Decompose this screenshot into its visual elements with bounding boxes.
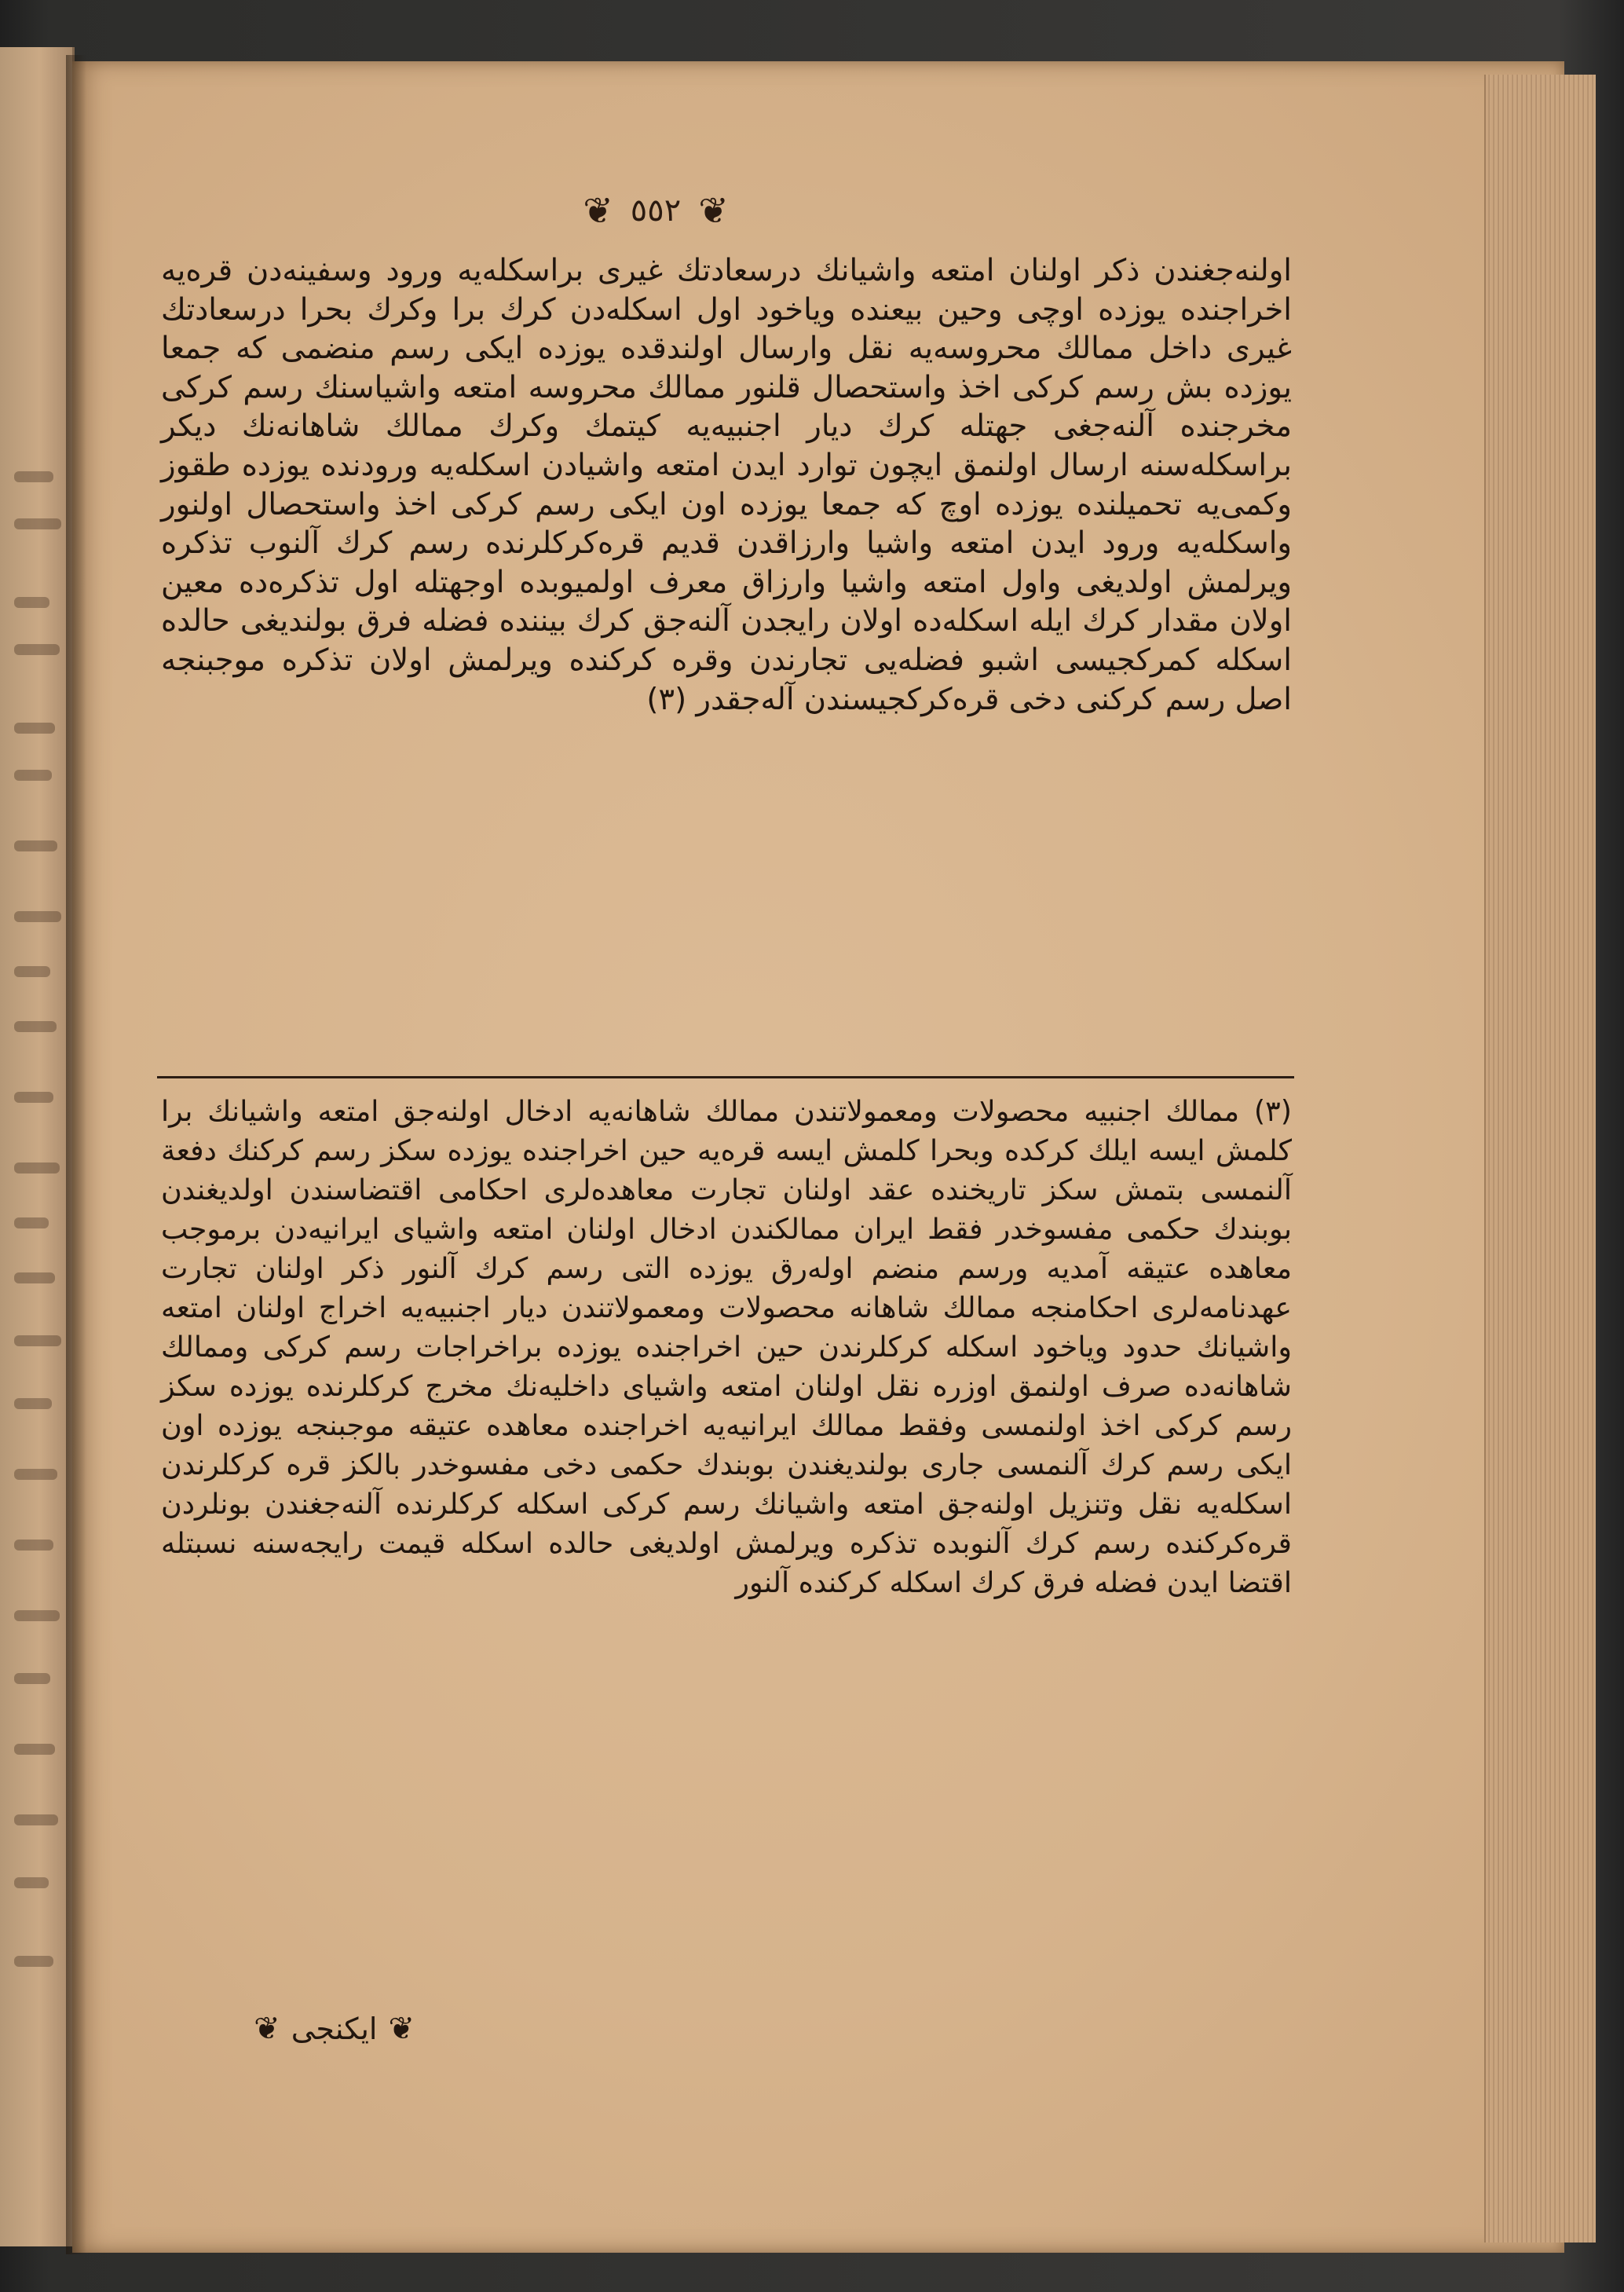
catchword-ornament-end-icon: ❦: [254, 2011, 280, 2047]
page-header: [554, 179, 758, 242]
page-stack-edges: [1484, 75, 1596, 2243]
right-ornament-icon: ❦: [698, 189, 729, 232]
footnote-paragraph: (٣) ممالك اجنبیه محصولات ومعمولاتندن ممالك شاهانه‌یه ادخال اولنه‌جق امتعه واشیانك برا كلمش ایسه ایلك كركده وبحرا كلمش ایسه قره‌یه حین اخراجنده یوزده سكز رسم كركنك دفعة آلنمسی بتمش سكز تاریخنده عقد اولنان تجارت معاهده‌لری احكامی اقتضاسندن اولدیغندن بوبندك حكمی مفسوخدر فقط ایران ممالكندن ادخال اولنان امتعه واشیای ایرانیه‌دن برموجب معاهده عتیقه آمدیه ورسم منضم اوله‌رق یوزده التی رسم كرك آلنور ذكر اولنان تجارت عهدنامه‌لری احكامنجه ممالك شاهانه محصولات ومعمولاتندن دیار اجنبیه‌یه اخراج اولنان امتعه واشیانك حدود ویاخود اسكله كركلرندن حین اخراجنده یوزده براخراجات رسم كركی وممالك شاهانه‌ده صرف اولنمق اوزره نقل اولنان امتعه واشیای داخلیه‌نك مخرج كركلرنده یوزده سكز رسم كركی اخذ اولنمسی وفقط ممالك ایرانیه‌یه اخراجنده معاهده عتیقه موجبنجه یوزده اون ایكی رسم كرك آلنمسی جاری بولندیغندن بوبندك حكمی دخی مفسوخدر بالكز قره كركلرندن اسكله‌یه نقل وتنزیل اولنه‌جق امتعه واشیانك رسم كركی اسكله كركلرنده آلنه‌جغندن بونلردن قره‌كركنده رسم كرك آلنوبده تذكره ویرلمش اولدیغی حالده اسكله قیمت رایجه‌سنه نسبتله اقتضا ایدن فضله فرق كرك اسكله كركنده آلنور: [161, 1094, 1292, 1599]
page-number: ٥٥٢: [630, 192, 682, 229]
left-ornament-icon: ❦: [583, 189, 613, 232]
spine-shadow: [66, 55, 86, 2254]
footnote-separator: [157, 1076, 1294, 1078]
main-paragraph: اولنه‌جغندن ذکر اولنان امتعه واشیانك درسعادتك غیری براسكله‌یه ورود وسفینه‌دن قره‌یه اخراجنده یوزده اوچی وحین بیعنده ویاخود اول اسكله‌دن كرك برا وكرك بحرا درسعادتك غیری داخل ممالك محروسه‌یه نقل وارسال اولندقده یوزده ایكی رسم منضمی كه جمعا یوزده بش رسم كركی اخذ واستحصال قلنور ممالك محروسه امتعه واشیاسنك رسم كركی مخرجنده آلنه‌جغی جهتله كرك دیار اجنبیه‌یه كیتمك وكرك ممالك شاهانه‌نك دیكر براسكله‌سنه ارسال اولنمق ایچون توارد ایدن امتعه واشیادن اسكله‌یه ورودنده یوزده طقوز وكمی‌یه تحمیلنده یوزده اوچ كه جمعا یوزده اون ایكی رسم كركی اخذ واستحصال اولنور واسكله‌یه ورود ایدن امتعه واشیا وارزاقدن قدیم قره‌كركلرنده رسم كرك آلنوب تذكره ویرلمش اولدیغی واول امتعه واشیا وارزاق معرف اولمیوبده اوجهتله اول تذكره‌ده معین اولان مقدار كرك ایله اسكله‌ده اولان رایجدن آلنه‌جق كرك بیننده فضله فرق بولندیغی حالده اسكله كمركجیسی اشبو فضله‌یی تجارندن وقره كركنده ویرلمش اولان تذكره موجبنجه اصل رسم كركنی دخی قره‌كركجیسندن آله‌جقدر (٣): [161, 253, 1292, 717]
footnote-block: [161, 1092, 1292, 1602]
main-text-block: [161, 251, 1292, 719]
catchword-ornament-icon: ❦: [388, 2011, 415, 2047]
catchword-text: ایكنجی: [291, 2012, 378, 2046]
facing-page-edge: [0, 47, 75, 2246]
catchword: [210, 2001, 415, 2056]
